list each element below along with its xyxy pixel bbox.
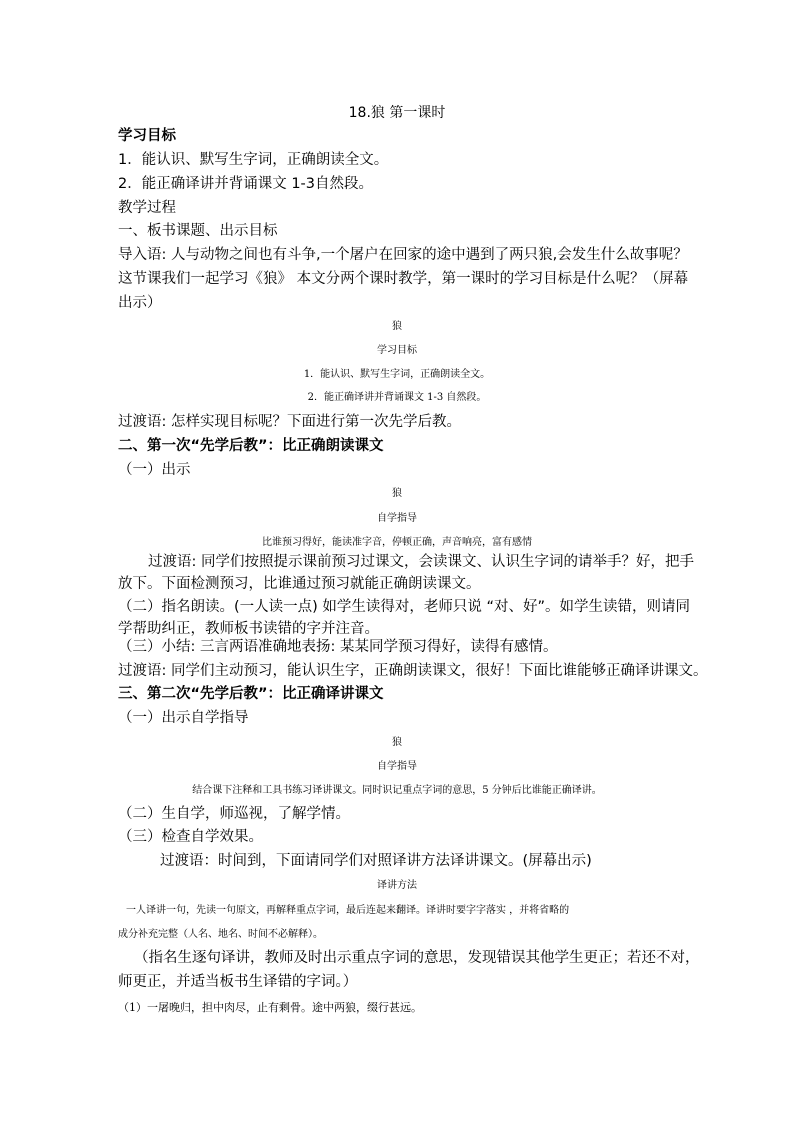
transition-1: 过渡语: 怎样实现目标呢？下面进行第一次先学后教。 <box>118 414 461 430</box>
slide3-title: 狼 <box>392 737 402 748</box>
step2-heading: 二、第一次“先学后教”：比正确朗读课文 <box>118 438 384 454</box>
intro-line-1: 导入语: 人与动物之间也有斗争,一个屠户在回家的途中遇到了两只狼,会发生什么故事呢？ <box>118 247 688 263</box>
method-line-1: 一人译讲一句，先读一句原文，再解释重点字词，最后连起来翻译。译讲时要字字落实 ，并将省略的 <box>126 905 570 916</box>
slide1-subtitle: 学习目标 <box>377 345 417 356</box>
step2-sub-3: （三）小结: 三言两语准确地表扬: 某某同学预习得好，读得有感情。 <box>118 639 558 655</box>
slide2-subtitle: 自学指导 <box>377 513 417 524</box>
slide2-title: 狼 <box>392 488 402 499</box>
step1-heading: 一、板书课题、出示目标 <box>118 223 278 239</box>
step3-sub-3: （三）检查自学效果。 <box>118 829 263 845</box>
step3-heading: 三、第二次“先学后教”：比正确译讲课文 <box>118 686 384 702</box>
step2-sub-2b: 学帮助纠正，教师板书读错的字并注音。 <box>118 621 379 637</box>
transition-4: 过渡语：时间到，下面请同学们对照译讲方法译讲课文。(屏幕出示) <box>160 853 592 869</box>
method-title: 译讲方法 <box>377 880 417 891</box>
intro-line-3: 出示） <box>118 295 162 311</box>
intro-line-2: 这节课我们一起学习《狼》 本文分两个课时教学，第一课时的学习目标是什么呢？（屏幕 <box>118 271 689 287</box>
goal-2: 2．能正确译讲并背诵课文 1-3自然段。 <box>118 176 374 192</box>
goal-1: 1．能认识、默写生字词，正确朗读全文。 <box>118 152 389 168</box>
goals-heading: 学习目标 <box>118 128 176 144</box>
guide-line-2: 师更正，并适当板书生译错的字词。） <box>118 974 358 990</box>
text-line-1: （1）一屠晚归，担中肉尽，止有剩骨。途中两狼，缀行甚远。 <box>118 1001 422 1014</box>
slide1-title: 狼 <box>392 321 402 332</box>
slide1-item-2: 2．能正确译讲并背诵课文 1-3 自然段。 <box>307 392 487 403</box>
step3-sub-2: （二）生自学，师巡视，了解学情。 <box>118 806 350 822</box>
transition-2b: 放下。下面检测预习，比谁通过预习就能正确朗读课文。 <box>118 576 481 592</box>
process-heading: 教学过程 <box>118 200 176 216</box>
step2-sub-1: （一）出示 <box>118 462 191 478</box>
transition-2a: 过渡语: 同学们按照提示课前预习过课文，会读课文、认识生字词的请举手？好，把手 <box>148 554 694 570</box>
step3-sub-1: （一）出示自学指导 <box>118 710 249 726</box>
slide3-text: 结合课下注释和工具书练习译讲课文。同时识记重点字词的意思，5 分钟后比谁能正确译讲。 <box>192 785 602 796</box>
step2-sub-2a: （二）指名朗读。(一人读一点) 如学生读得对，老师只说 “对、好”。如学生读错，则请同 <box>118 599 691 615</box>
doc-title: 18.狼 第一课时 <box>348 105 446 121</box>
transition-3: 过渡语: 同学们主动预习，能认识生字，正确朗读课文，很好！下面比谁能够正确译讲课文。 <box>118 663 708 679</box>
guide-line-1: （指名生逐句译讲，教师及时出示重点字词的意思，发现错误其他学生更正；若还不对， <box>134 950 700 966</box>
method-line-2: 成分补充完整（人名、地名、时间不必解释）。 <box>118 929 323 940</box>
slide3-subtitle: 自学指导 <box>377 761 417 772</box>
slide1-item-1: 1．能认识、默写生字词，正确朗读全文。 <box>303 369 491 380</box>
slide2-text: 比谁预习得好，能读准字音，停顿正确，声音响亮，富有感情 <box>262 537 532 548</box>
